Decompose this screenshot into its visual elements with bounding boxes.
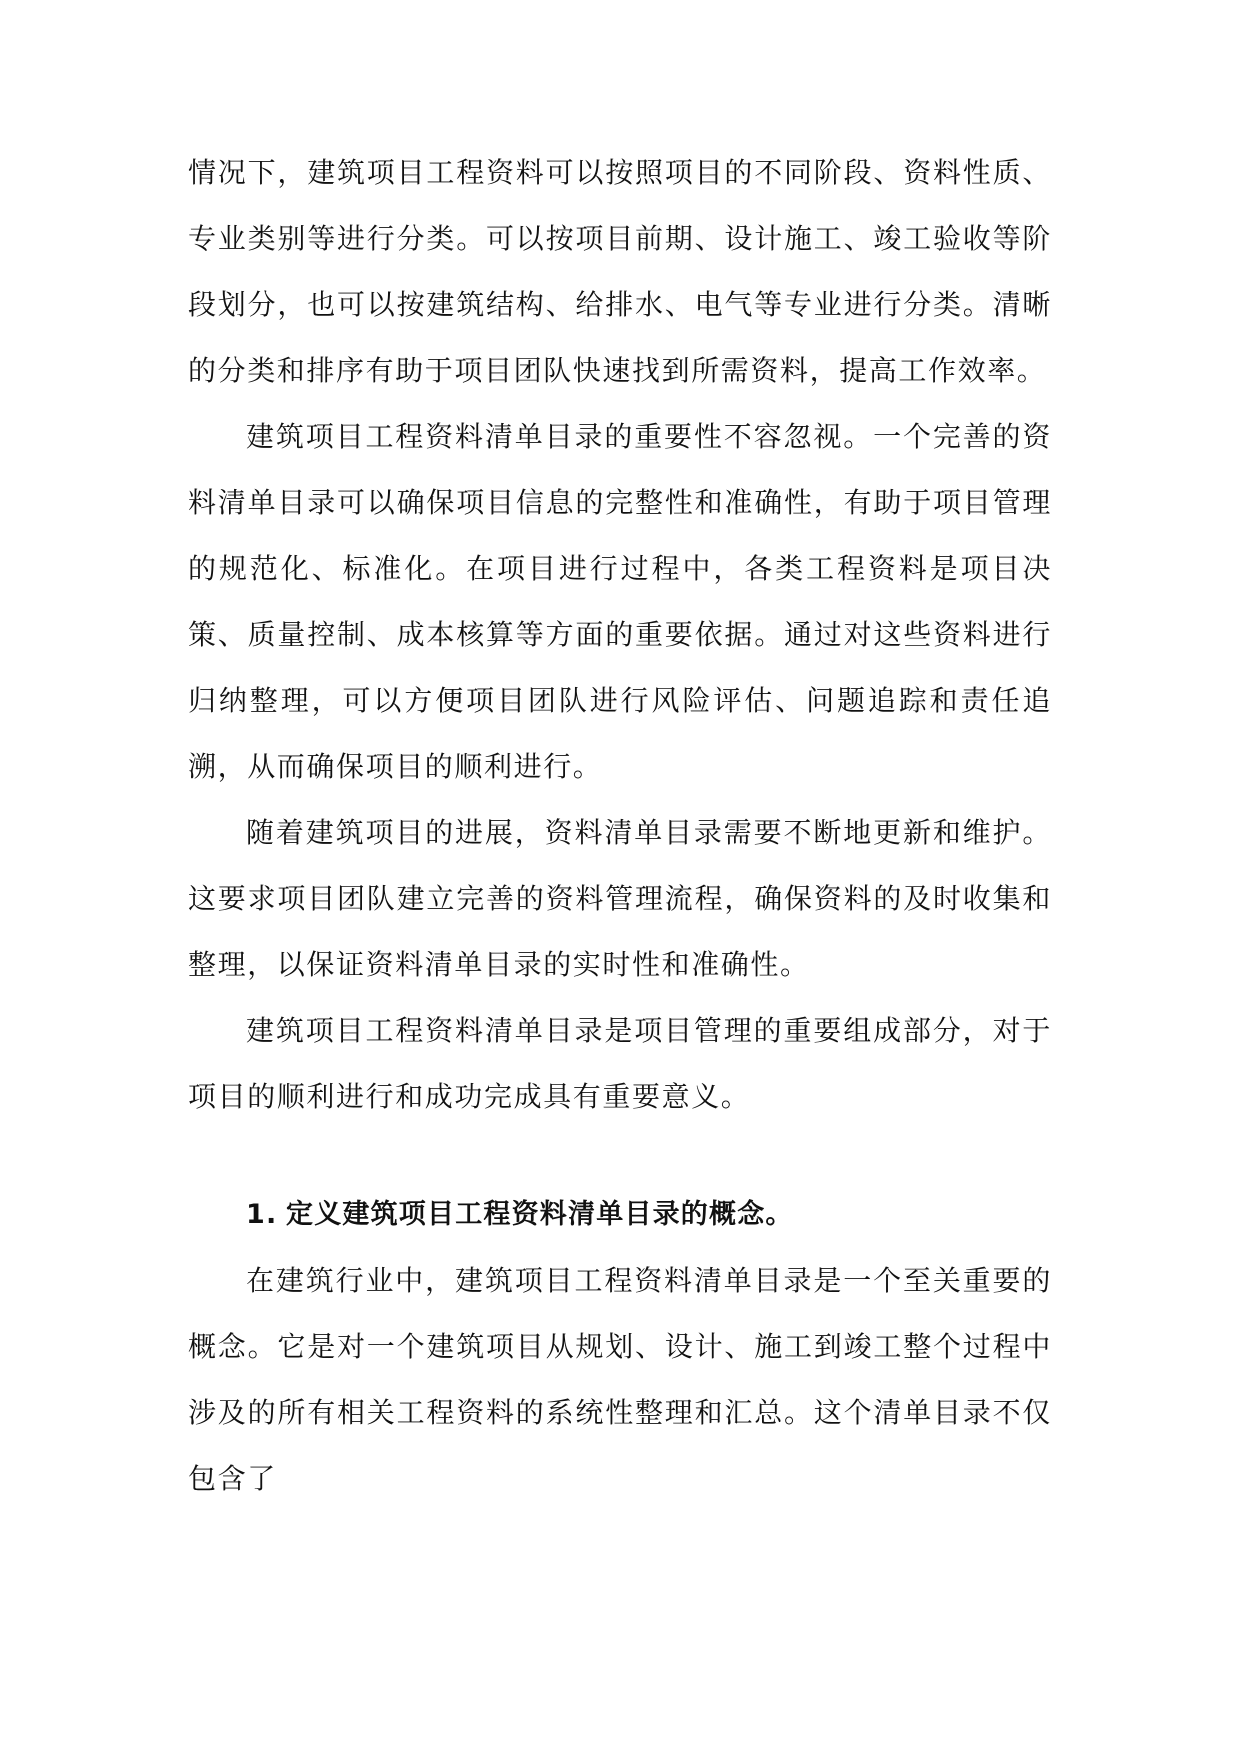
paragraph-summary: 建筑项目工程资料清单目录是项目管理的重要组成部分，对于项目的顺利进行和成功完成具有重要意义。 — [188, 1014, 1052, 1113]
section-heading — [246, 1182, 1052, 1248]
paragraph-continued: 情况下，建筑项目工程资料可以按照项目的不同阶段、资料性质、专业类别等进行分类。可以按项目前期、设计施工、竣工验收等阶段划分，也可以按建筑结构、给排水、电气等专业进行分类。清晰的分类和排序有助于项目团队快速找到所需资料，提高工作效率。 — [188, 156, 1052, 387]
section-title: 定义建筑项目工程资料清单目录的概念。 — [286, 1199, 794, 1230]
paragraph-maintenance: 随着建筑项目的进展，资料清单目录需要不断地更新和维护。这要求项目团队建立完善的资料管理流程，确保资料的及时收集和整理，以保证资料清单目录的实时性和准确性。 — [188, 816, 1052, 981]
section-number: 1. — [246, 1199, 278, 1230]
paragraph-importance: 建筑项目工程资料清单目录的重要性不容忽视。一个完善的资料清单目录可以确保项目信息的完整性和准确性，有助于项目管理的规范化、标准化。在项目进行过程中，各类工程资料是项目决策、质量控制、成本核算等方面的重要依据。通过对这些资料进行归纳整理，可以方便项目团队进行风险评估、问题追踪和责任追溯，从而确保项目的顺利进行。 — [188, 420, 1052, 783]
paragraph-definition: 在建筑行业中，建筑项目工程资料清单目录是一个至关重要的概念。它是对一个建筑项目从规划、设计、施工到竣工整个过程中涉及的所有相关工程资料的系统性整理和汇总。这个清单目录不仅包含了 — [188, 1264, 1052, 1495]
document-body — [188, 140, 1052, 1512]
